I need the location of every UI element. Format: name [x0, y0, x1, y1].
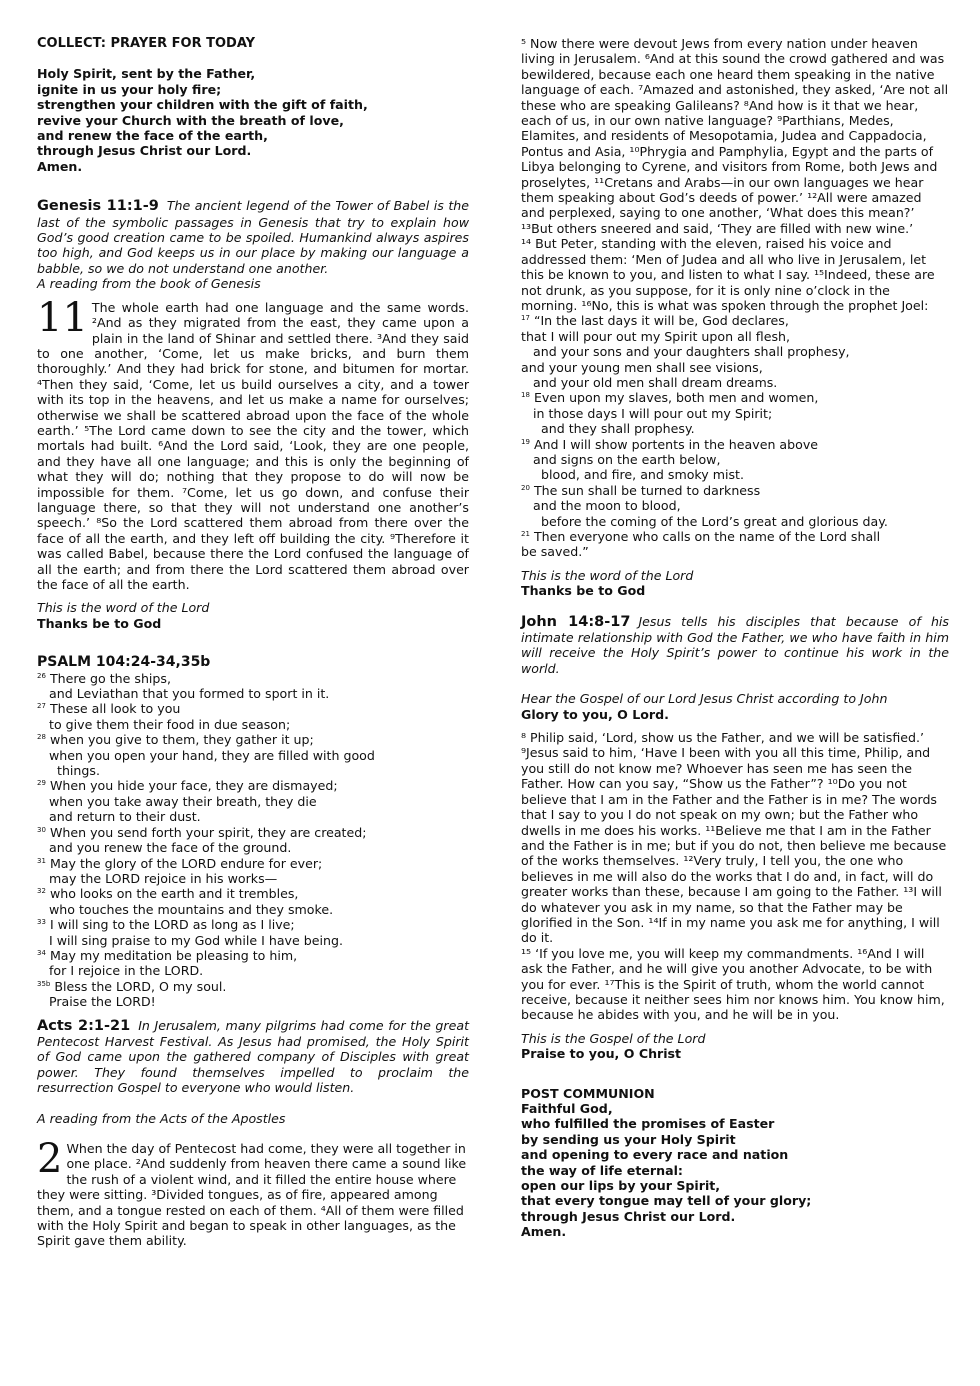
genesis-intro-text: The ancient legend of the Tower of Babel is the last of the symbolic passages in Genesis that try to explain how God’s good creation came to be spoiled. Humankind always aspires too high, and God keeps us in our place by making our language a babble, so we do not understand one another.	[37, 198, 469, 276]
verse-line	[521, 544, 949, 559]
verse-text: who touches the mountains and they smoke.	[49, 901, 334, 917]
left-column	[37, 36, 469, 1249]
verse-line	[37, 871, 469, 886]
post-communion-line: that every tongue may tell of your glory;	[521, 1193, 812, 1209]
verse-text: that I will pour out my Spirit upon all flesh,	[521, 328, 791, 344]
verse-line	[37, 994, 469, 1009]
verse-line	[37, 778, 469, 793]
verse-text: The sun shall be turned to darkness	[533, 482, 761, 498]
verse-line	[521, 390, 949, 405]
verse-line	[521, 313, 949, 328]
genesis-intro	[37, 198, 469, 276]
response-call: This is the word of the Lord	[521, 567, 694, 583]
post-communion-line: the way of life eternal:	[521, 1162, 683, 1178]
verse-text: blood, and fire, and smoky mist.	[541, 467, 744, 483]
verse-text: and the moon to blood,	[533, 498, 681, 514]
verse-text: There go the ships,	[49, 670, 171, 686]
john-text: ⁸ Philip said, ‘Lord, show us the Father, and we will be satisfied.’ ⁹Jesus said to him, ‘Have I been with you all this time, Philip, and you still do not know me? Whoever has seen me has seen the Father. How can you say, “Show us the Father”? ¹⁰Do you not believe that I am in the Father and the Father is in me? The words that I say to you I do not speak on my own; but the Father who dwells in me does his works. ¹¹Believe me that I am in the Father and the Father is in me; but if you do not, then believe me because of the works themselves. ¹²Very truly, I tell you, the one who believes in me will also do the works that I do and, in fact, will do greater works than these, because I am going to the Father. ¹³I will do whatever you ask in my name, so that the Father may be glorified in the Son. ¹⁴If in my name you ask me for anything, I will do it.	[521, 730, 947, 946]
gospel-announcement-reply: Glory to you, O Lord.	[521, 706, 669, 722]
verse-number: 17	[521, 314, 530, 323]
verse-text: I will sing to the LORD as long as I live;	[49, 917, 295, 933]
verse-line	[37, 686, 469, 701]
right-column	[521, 36, 949, 1240]
acts-section	[37, 1018, 469, 1249]
acts-text-peter: ¹⁴ But Peter, standing with the eleven, raised his voice and addressed them: ‘Men of Judea and all who live in Jerusalem, let this be known to you, and listen to what I say. ¹⁵Indeed, these are not drunk, as you suppose, for it is only nine o’clock in the morning. ¹⁶No, this is what was spoken through the prophet Joel:	[521, 236, 935, 313]
collect-section	[37, 36, 469, 174]
verse-line	[521, 437, 949, 452]
verse-text: in those days I will pour out my Spirit;	[533, 405, 773, 421]
post-communion-line: through Jesus Christ our Lord.	[521, 1208, 736, 1224]
gospel-announcement: Hear the Gospel of our Lord Jesus Christ according to John	[521, 691, 888, 707]
verse-text: and your young men shall see visions,	[521, 359, 763, 375]
acts-intro-text: In Jerusalem, many pilgrims had come for the great Pentecost Harvest Festival. As Jesus had promised, the Holy Spirit of God came upon the gathered company of Disciples with great power. They found themselves impelled to proclaim the resurrection Gospel to everyone who would listen.	[37, 1017, 470, 1096]
verse-line	[37, 717, 469, 732]
verse-text: When you send forth your spirit, they are created;	[49, 824, 367, 840]
verse-text: and they shall prophesy.	[541, 421, 695, 437]
verse-line	[37, 763, 469, 778]
post-communion-prayer	[521, 1101, 949, 1240]
john-text-2: ¹⁵ ‘If you love me, you will keep my commandments. ¹⁶And I will ask the Father, and he will give you another Advocate, to be with you for ever. ¹⁷This is the Spirit of truth, whom the world cannot receive, because it neither sees him nor knows him. You know him, because he abides with you, and he will be in you.	[521, 945, 945, 1023]
psalm-text	[37, 671, 469, 1010]
verse-line	[521, 421, 949, 436]
chapter-number: 2	[37, 1136, 63, 1182]
verse-text: Then everyone who calls on the name of the Lord shall	[533, 529, 881, 544]
genesis-section	[37, 198, 469, 631]
response-reply: Thanks be to God	[521, 583, 646, 599]
verse-number: 26	[37, 671, 46, 680]
post-communion-line: Amen.	[521, 1224, 567, 1240]
verse-line	[521, 483, 949, 498]
genesis-reference: Genesis 11:1-9	[37, 198, 159, 215]
acts-text: When the day of Pentecost had come, they were all together in one place. ²And suddenly from heaven there came a sound like the rush of a violent wind, and it filled the entire house where they were sitting. ³Divided tongues, as of fire, appeared among them, and a tongue rested on each of them. ⁴All of them were filled with the Holy Spirit and began to speak in other languages, as the Spirit gave them ability.	[37, 1141, 467, 1249]
verse-text: May my meditation be pleasing to him,	[49, 947, 298, 963]
verse-text: and signs on the earth below,	[533, 451, 721, 467]
verse-number: 30	[37, 825, 46, 834]
verse-number: 20	[521, 483, 530, 492]
verse-text: and your sons and your daughters shall prophesy,	[533, 344, 850, 360]
post-communion-section	[521, 1086, 949, 1240]
verse-text: May the glory of the LORD endure for ever;	[49, 855, 323, 871]
verse-text: I will sing praise to my God while I have being.	[49, 932, 343, 948]
response-reply: Praise to you, O Christ	[521, 1046, 682, 1062]
acts-announcement: A reading from the Acts of the Apostles	[37, 1110, 286, 1126]
verse-text: When you hide your face, they are dismayed;	[49, 778, 338, 794]
collect-line: Holy Spirit, sent by the Father,	[37, 66, 256, 82]
verse-text: Even upon my slaves, both men and women,	[533, 390, 819, 406]
collect-prayer	[37, 66, 469, 174]
verse-number: 29	[37, 779, 46, 788]
verse-number: 27	[37, 702, 46, 711]
verse-number: 28	[37, 733, 46, 742]
collect-line: Amen.	[37, 158, 83, 174]
verse-text: before the coming of the Lord’s great and glorious day.	[541, 513, 888, 529]
verse-text: when you open your hand, they are filled with good	[49, 747, 375, 763]
verse-line	[521, 360, 949, 375]
joel-prophecy	[521, 313, 949, 560]
verse-line	[37, 933, 469, 948]
collect-line: ignite in us your holy fire;	[37, 81, 222, 97]
verse-line	[37, 671, 469, 686]
acts-intro	[37, 1018, 469, 1096]
post-communion-line: who fulfilled the promises of Easter	[521, 1116, 775, 1132]
john-reference: John 14:8-17	[521, 613, 631, 630]
verse-line	[37, 748, 469, 763]
verse-line	[521, 514, 949, 529]
verse-line	[521, 467, 949, 482]
verse-number: 21	[521, 529, 530, 538]
verse-number: 35b	[37, 979, 51, 988]
verse-text: “In the last days it will be, God declares,	[533, 313, 789, 329]
verse-number: 18	[521, 391, 530, 400]
verse-text: things.	[57, 763, 100, 779]
genesis-reading	[37, 294, 469, 593]
chapter-number: 11	[37, 294, 88, 341]
psalm-reference: PSALM 104:24-34,35b	[37, 654, 211, 671]
verse-line	[521, 329, 949, 344]
verse-line	[37, 701, 469, 716]
verse-text: and your old men shall dream dreams.	[533, 374, 778, 390]
verse-text: and return to their dust.	[49, 809, 201, 825]
verse-line	[37, 732, 469, 747]
verse-text: and Leviathan that you formed to sport in it.	[49, 686, 330, 702]
verse-text: may the LORD rejoice in his works—	[49, 870, 278, 886]
john-intro	[521, 614, 949, 677]
verse-line	[37, 840, 469, 855]
psalm-section	[37, 655, 469, 1009]
verse-text: who looks on the earth and it trembles,	[49, 886, 299, 902]
verse-line	[37, 917, 469, 932]
post-communion-line: Faithful God,	[521, 1101, 613, 1116]
post-communion-line: and opening to every race and nation	[521, 1147, 789, 1163]
verse-text: And I will show portents in the heaven above	[533, 436, 819, 452]
verse-number: 33	[37, 917, 46, 926]
john-intro-text: Jesus tells his disciples that because of his intimate relationship with God the Father, we who have faith in him will receive the Holy Spirit’s power to continue his work in the world.	[521, 613, 949, 676]
verse-line	[521, 406, 949, 421]
acts-reference: Acts 2:1-21	[37, 1017, 131, 1034]
verse-number: 31	[37, 856, 46, 865]
response-call: This is the Gospel of the Lord	[521, 1030, 706, 1046]
genesis-announcement: A reading from the book of Genesis	[37, 276, 261, 292]
collect-line: revive your Church with the breath of love,	[37, 112, 344, 128]
collect-title: COLLECT: PRAYER FOR TODAY	[37, 36, 256, 51]
verse-line	[521, 375, 949, 390]
verse-text: Bless the LORD, O my soul.	[54, 978, 227, 994]
post-communion-line: by sending us your Holy Spirit	[521, 1131, 736, 1147]
collect-line: and renew the face of the earth,	[37, 128, 268, 144]
verse-text: when you give to them, they gather it up;	[49, 732, 314, 748]
acts-continued	[521, 36, 949, 599]
acts-reading	[37, 1136, 469, 1249]
verse-number: 34	[37, 948, 46, 957]
verse-text: be saved.”	[521, 544, 589, 560]
verse-line	[37, 825, 469, 840]
verse-line	[521, 529, 949, 544]
genesis-text: The whole earth had one language and the same words. ²And as they migrated from the east, they came upon a plain in the land of Shinar and settled there. ³And they said to one another, ‘Come, let us make bricks, and burn them thoroughly.’ And they had brick for stone, and bitumen for mortar. ⁴Then they said, ‘Come, let us build ourselves a city, and a tower with its top in the heavens, and let us make a name for ourselves; otherwise we shall be scattered abroad upon the face of the whole earth.’ ⁵The Lord came down to see the city and the tower, which mortals had built. ⁶And the Lord said, ‘Look, they are one people, and they have all one language; and this is only the beginning of what they will do; nothing that they propose to do will now be impossible for them. ⁷Come, let us go down, and confuse their language there, so that they will not understand one another’s speech.’ ⁸So the Lord scattered them abroad from there over the face of all the earth, and they left off building the city. ⁹Therefore it was called Babel, because there the Lord confused the language of all the earth; and from there the Lord scattered them abroad over the face of all the earth.	[37, 299, 469, 592]
verse-line	[37, 886, 469, 901]
collect-line: through Jesus Christ our Lord.	[37, 143, 252, 159]
verse-line	[37, 979, 469, 994]
verse-line	[521, 452, 949, 467]
acts-text-continued: ⁵ Now there were devout Jews from every nation under heaven living in Jerusalem. ⁶And at this sound the crowd gathered and was bewildered, because each one heard them speaking in the native language of each. ⁷Amazed and astonished, they asked, ‘Are not all these who are speaking Galileans? ⁸And how is it that we hear, each of us, in our own native language? ⁹Parthians, Medes, Elamites, and residents of Mesopotamia, Judea and Cappadocia, Pontus and Asia, ¹⁰Phrygia and Pamphylia, Egypt and the parts of Libya belonging to Cyrene, and visitors from Rome, both Jews and proselytes, ¹¹Cretans and Arabs—in our own languages we hear them speaking about God’s deeds of power.’ ¹²All were amazed and perplexed, saying to one another, ‘What does this mean?’ ¹³But others sneered and said, ‘They are filled with new wine.’	[521, 36, 949, 236]
verse-number: 19	[521, 437, 530, 446]
verse-line	[37, 948, 469, 963]
response-reply: Thanks be to God	[37, 615, 162, 631]
verse-line	[37, 902, 469, 917]
verse-line	[521, 498, 949, 513]
verse-text: for I rejoice in the LORD.	[49, 963, 204, 979]
verse-text: when you take away their breath, they die	[49, 793, 317, 809]
post-communion-title: POST COMMUNION	[521, 1085, 655, 1101]
verse-text: These all look to you	[49, 701, 181, 717]
verse-line	[37, 963, 469, 978]
response-call: This is the word of the Lord	[37, 600, 210, 616]
verse-number: 32	[37, 887, 46, 896]
verse-text: Praise the LORD!	[49, 994, 156, 1010]
collect-line: strengthen your children with the gift of faith,	[37, 97, 368, 113]
verse-line	[521, 344, 949, 359]
verse-text: to give them their food in due season;	[49, 716, 291, 732]
verse-line	[37, 794, 469, 809]
verse-text: and you renew the face of the ground.	[49, 840, 292, 856]
post-communion-line: open our lips by your Spirit,	[521, 1178, 721, 1194]
john-section	[521, 614, 949, 1062]
verse-line	[37, 809, 469, 824]
verse-line	[37, 856, 469, 871]
